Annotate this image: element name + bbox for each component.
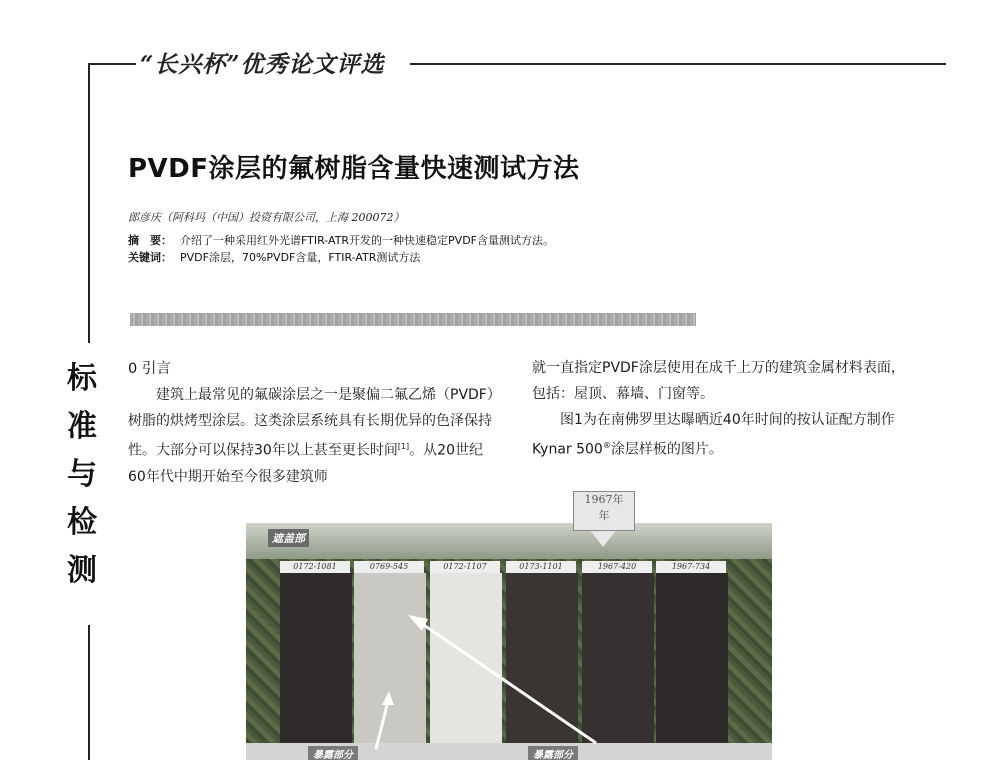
side-char: 检 [67,505,97,540]
article-title: PVDF涂层的氟树脂含量快速测试方法 [128,154,580,184]
year-callout [573,491,635,531]
paragraph-text-tail: 。从20世纪60年代中期开始至今很多建筑师 [128,442,483,485]
paragraph [532,407,912,463]
header-rule-left [88,63,136,65]
paragraph-text: 图1为在南佛罗里达曝晒近40年时间的按认证配方制作Kynar 500 [532,412,895,458]
citation-ref: [1] [397,442,410,451]
arrow-head [408,615,428,631]
frame-line-top [88,63,90,343]
paragraph: 就一直指定PVDF涂层使用在成千上万的建筑金属材料表面，包括：屋顶、幕墙、门窗等。 [532,360,905,402]
exposed-label: 暴露部分 [528,746,578,760]
panel-tag: 1967-420 [582,561,652,573]
side-char: 测 [67,553,97,588]
side-char: 准 [67,409,97,444]
callout-text: 1967年 年 [584,493,624,522]
exposed-label: 暴露部分 [308,746,358,760]
paragraph [128,382,500,490]
abstract-label: 摘 要： [128,234,172,247]
figure-photo [246,523,772,760]
side-label [60,355,104,595]
keywords-label: 关键词： [128,251,172,264]
paragraph-text-tail: 涂层样板的图片。 [610,441,723,458]
abstract-text: 介绍了一种采用红外光谱FTIR-ATR开发的一种快速稳定PVDF含量测试方法。 [180,234,555,247]
keywords-line [128,249,554,266]
registered-mark: ® [602,441,611,450]
arrow-line [376,701,388,749]
side-char: 与 [67,457,97,492]
keywords-text: PVDF涂层，70%PVDF含量，FTIR-ATR测试方法 [180,251,421,264]
panel-tag: 0172-1081 [280,561,350,573]
covered-label: 遮盖部 [268,529,309,547]
arrow-head [382,691,394,705]
frame-line-bottom [88,625,90,760]
section-heading: 0 引言 [128,361,171,377]
header-rule-right [410,63,946,65]
arrow-line [418,621,596,743]
column-header: “长兴杯”优秀论文评选 [140,51,385,78]
abstract-line [128,232,554,249]
panel-tag: 1967-734 [656,561,726,573]
authors: 郎彦庆（阿科玛（中国）投资有限公司，上海 200072） [128,211,405,224]
panel-tag: 0173-1101 [506,561,576,573]
abstract-block [128,232,554,266]
panel-tag: 0769-545 [354,561,424,573]
panel-tag: 0172-1107 [430,561,500,573]
body-column-left [128,382,500,490]
side-char: 标 [67,361,97,396]
body-column-right [532,355,912,463]
callout-arrow [589,529,617,547]
figure-arrows [246,523,772,760]
section-divider-bar [130,313,696,326]
paragraph-text: 建筑上最常见的氟碳涂层之一是聚偏二氟乙烯（PVDF）树脂的烘烤型涂层。这类涂层系统具有长期优异的色泽保持性。大部分可以保持30年以上甚至更长时间 [128,387,494,459]
